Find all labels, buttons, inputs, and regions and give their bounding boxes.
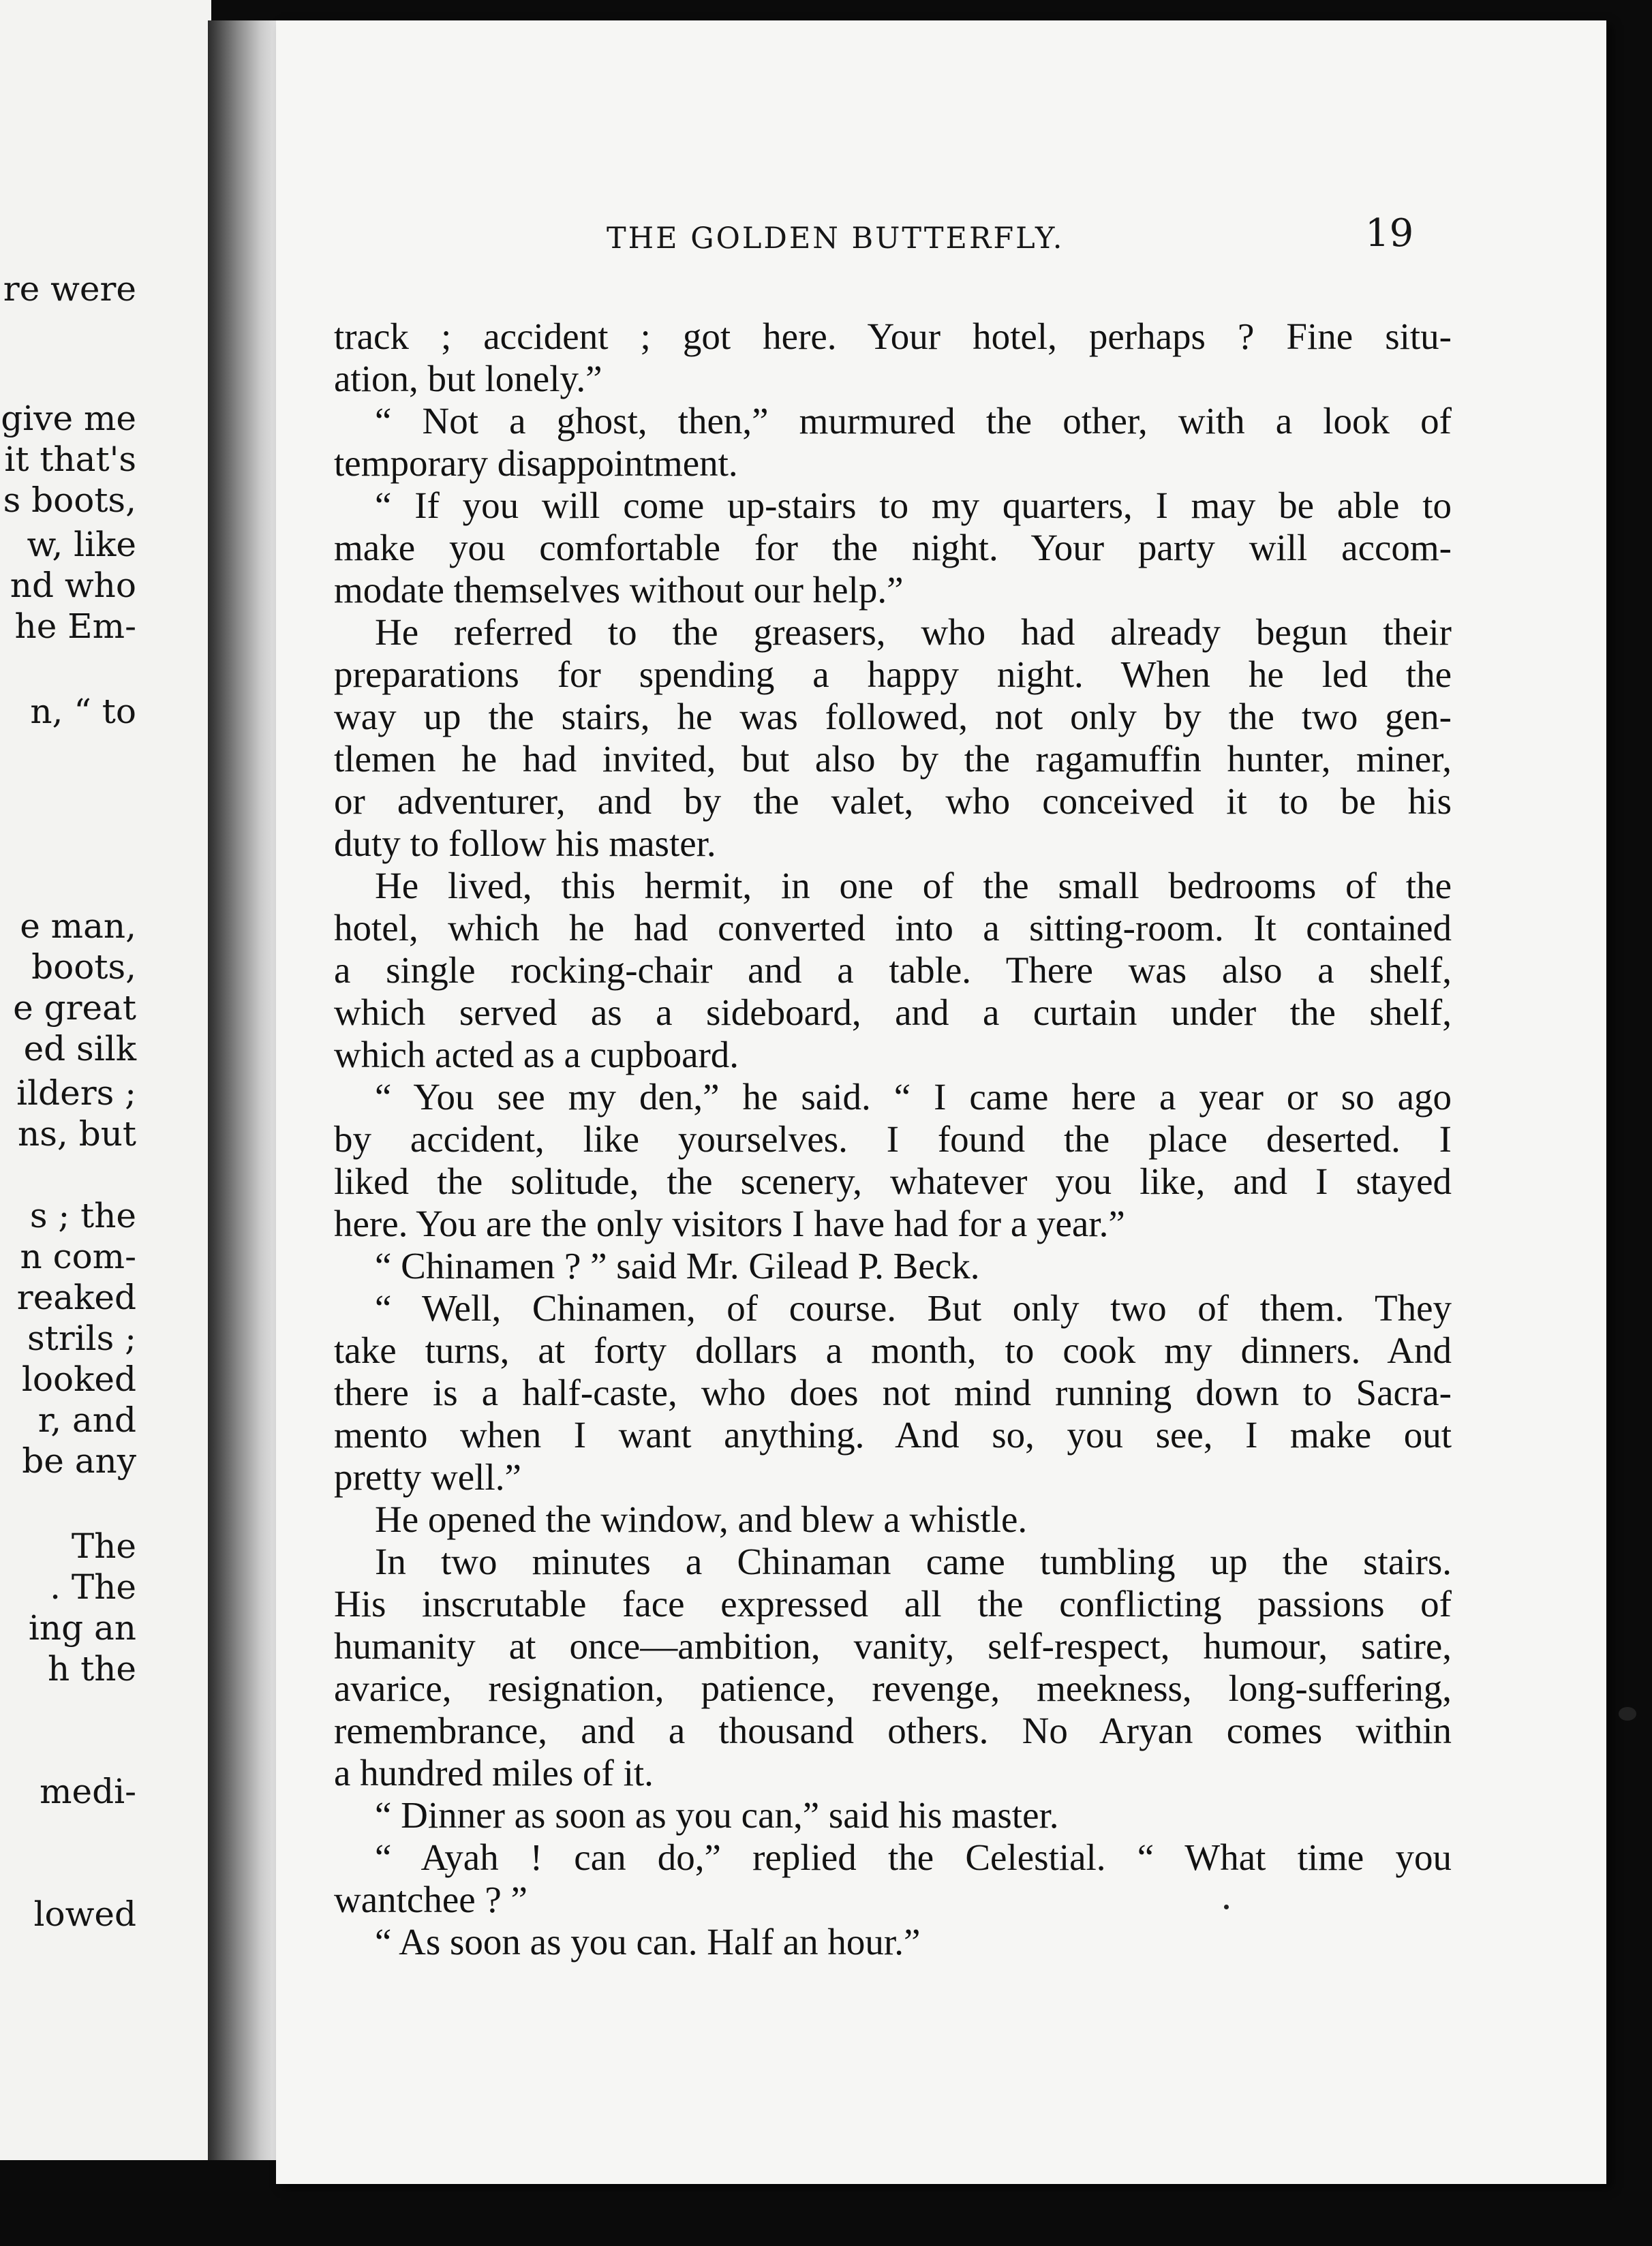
left-page-fragment: e man, — [20, 906, 136, 946]
left-page-fragment: strils ; — [27, 1319, 136, 1358]
left-page-fragment: w, like — [27, 525, 136, 564]
right-page — [276, 20, 1606, 2184]
text-line: “ You see my den,” he said. “ I came here a year or so ago — [375, 1076, 1452, 1118]
left-page-fragment: ed silk — [23, 1029, 136, 1068]
left-page-fragment: re were — [3, 269, 136, 309]
left-page-fragment: s ; the — [29, 1196, 136, 1235]
left-facing-page — [0, 0, 211, 2160]
left-page-fragment: medi- — [40, 1772, 136, 1811]
left-page-fragment: ing an — [28, 1608, 136, 1648]
left-page-fragment: n com- — [20, 1237, 136, 1276]
text-line: pretty well.” — [334, 1456, 521, 1498]
left-page-fragment: ns, but — [18, 1114, 136, 1154]
left-page-fragment: be any — [22, 1441, 136, 1481]
text-line: “ Not a ghost, then,” murmured the other, with a look of — [375, 400, 1452, 442]
text-line: or adventurer, and by the valet, who conceived it to be his — [334, 780, 1452, 822]
text-line: He lived, this hermit, in one of the small bedrooms of the — [375, 865, 1452, 906]
text-line: mento when I want anything. And so, you see, I make out — [334, 1414, 1452, 1456]
text-line: there is a half-caste, who does not mind running down to Sacra- — [334, 1372, 1452, 1413]
left-page-fragment: looked — [21, 1359, 136, 1399]
text-line: His inscrutable face expressed all the conflicting passions of — [334, 1583, 1452, 1625]
text-line: “ Well, Chinamen, of course. But only two of them. They — [375, 1287, 1452, 1329]
text-line: make you comfortable for the night. Your party will accom- — [334, 527, 1452, 568]
text-line: duty to follow his master. — [334, 822, 716, 864]
text-line: He referred to the greasers, who had already begun their — [375, 611, 1452, 653]
left-page-fragment: nd who — [10, 566, 136, 605]
text-line: In two minutes a Chinaman came tumbling up the stairs. — [375, 1541, 1452, 1582]
text-line: liked the solitude, the scenery, whatever you like, and I stayed — [334, 1160, 1452, 1202]
text-line: hotel, which he had converted into a sitting-room. It contained — [334, 907, 1452, 949]
text-line: take turns, at forty dollars a month, to cook my dinners. And — [334, 1329, 1452, 1371]
text-line: way up the stairs, he was followed, not only by the two gen- — [334, 696, 1452, 737]
text-line: modate themselves without our help.” — [334, 569, 904, 611]
running-head: THE GOLDEN BUTTERFLY. — [607, 221, 1065, 256]
text-line: He opened the window, and blew a whistle. — [375, 1498, 1028, 1540]
text-line: a single rocking-chair and a table. There was also a shelf, — [334, 949, 1452, 991]
left-page-fragment: it that's — [4, 440, 136, 479]
text-line: here. You are the only visitors I have had for a year.” — [334, 1203, 1125, 1244]
binding-gutter — [208, 20, 283, 2160]
text-line: avarice, resignation, patience, revenge, meekness, long-suffering, — [334, 1667, 1452, 1709]
ink-mark — [1619, 1707, 1636, 1721]
text-line: “ Ayah ! can do,” replied the Celestial. “ What time you — [375, 1836, 1452, 1878]
ink-dot — [1224, 1905, 1229, 1909]
text-line: wantchee ? ” — [334, 1879, 527, 1920]
text-line: ation, but lonely.” — [334, 358, 602, 399]
text-line: which served as a sideboard, and a curtain under the shelf, — [334, 991, 1452, 1033]
left-page-fragment: The — [71, 1526, 136, 1566]
text-line: preparations for spending a happy night. When he led the — [334, 653, 1452, 695]
text-line: “ If you will come up-stairs to my quarters, I may be able to — [375, 484, 1452, 526]
text-line: a hundred miles of it. — [334, 1752, 654, 1794]
text-line: “ As soon as you can. Half an hour.” — [375, 1921, 921, 1963]
left-page-fragment: boots, — [31, 947, 136, 987]
left-page-fragment: give me — [1, 399, 136, 438]
text-line: “ Dinner as soon as you can,” said his master. — [375, 1794, 1059, 1836]
left-page-fragment: e great — [13, 988, 136, 1028]
text-line: by accident, like yourselves. I found the place deserted. I — [334, 1118, 1452, 1160]
page-number: 19 — [1365, 211, 1414, 256]
left-page-fragment: ilders ; — [16, 1073, 136, 1113]
left-page-fragment: h the — [48, 1649, 136, 1689]
left-page-fragment: lowed — [33, 1894, 136, 1934]
text-line: which acted as a cupboard. — [334, 1034, 739, 1075]
left-page-fragment: . The — [50, 1567, 136, 1607]
left-page-fragment: s boots, — [3, 480, 136, 520]
text-line: humanity at once—ambition, vanity, self-respect, humour, satire, — [334, 1625, 1452, 1667]
text-line: temporary disappointment. — [334, 442, 738, 484]
left-page-fragment: n, “ to — [30, 692, 136, 731]
text-line: tlemen he had invited, but also by the ragamuffin hunter, miner, — [334, 738, 1452, 780]
left-page-fragment: reaked — [16, 1278, 136, 1317]
body-text — [334, 316, 1452, 1963]
text-line: “ Chinamen ? ” said Mr. Gilead P. Beck. — [375, 1245, 980, 1287]
text-line: track ; accident ; got here. Your hotel, perhaps ? Fine situ- — [334, 316, 1452, 357]
text-line: remembrance, and a thousand others. No Aryan comes within — [334, 1710, 1452, 1751]
left-page-fragment: he Em- — [14, 606, 136, 646]
left-page-fragment: r, and — [37, 1400, 136, 1440]
